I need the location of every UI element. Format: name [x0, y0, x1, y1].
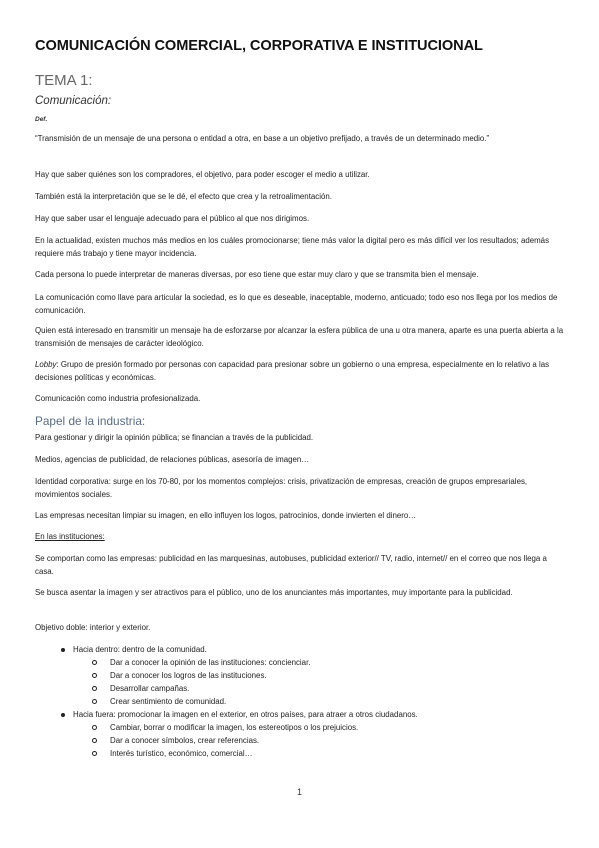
circle-bullet-icon: [92, 738, 97, 743]
paragraph: La comunicación como llave para articular la sociedad, es lo que es deseable, inaceptable, moderno, anticuado; todo eso nos llega por los medios de comunicación.: [35, 293, 558, 315]
paragraph: Objetivo doble: interior y exterior.: [35, 623, 151, 632]
list-subitem: Dar a conocer la opinión de las instituciones: concienciar.: [110, 658, 311, 667]
list-item: Hacia fuera: promocionar la imagen en el exterior, en otros países, para atraer a otros ciudadanos.: [73, 710, 418, 719]
paragraph: Para gestionar y dirigir la opinión pública; se financian a través de la publicidad.: [35, 433, 314, 442]
tema-heading: TEMA 1:: [35, 72, 93, 89]
circle-bullet-icon: [92, 660, 97, 665]
list-subitem: Dar a conocer símbolos, crear referencias.: [110, 736, 260, 745]
list-item: Hacia dentro: dentro de la comunidad.: [73, 645, 207, 654]
circle-bullet-icon: [92, 686, 97, 691]
lobby-text: : Grupo de presión formado por personas con capacidad para presionar sobre un gobierno o una empresa, especialmente en lo relativo a las decisiones políticas y económicas.: [35, 360, 550, 382]
paragraph: Medios, agencias de publicidad, de relaciones públicas, asesoría de imagen…: [35, 455, 310, 464]
circle-bullet-icon: [92, 725, 97, 730]
paragraph: Hay que saber usar el lenguaje adecuado para el público al que nos dirigimos.: [35, 214, 310, 223]
paragraph: Comunicación como industria profesionalizada.: [35, 394, 201, 403]
paragraph: “Transmisión de un mensaje de una persona o entidad a otra, en base a un objetivo prefijado, a través de un determinado medio.”: [35, 134, 490, 143]
paragraph: Identidad corporativa: surge en los 70-80, por los momentos complejos: crisis, privatización de empresas, creación de grupos empresariales, movimientos sociales.: [35, 477, 528, 499]
circle-bullet-icon: [92, 751, 97, 756]
paragraph: Se comportan como las empresas: publicidad en las marquesinas, autobuses, publicidad exterior// TV, radio, internet// en el correo que nos llega a casa.: [35, 554, 547, 576]
paragraph: Hay que saber quiénes son los compradores, el objetivo, para poder escoger el medio a utilizar.: [35, 170, 370, 179]
paragraph: En la actualidad, existen muchos más medios en los cuáles promocionarse; tiene más valor la digital pero es más difícil ver los resultados; además requiere más trabajo y tiene mayor incidencia.: [35, 236, 550, 258]
paragraph: Las empresas necesitan limpiar su imagen, en ello influyen los logos, patrocinios, donde invierten el dinero…: [35, 511, 417, 520]
industria-heading: Papel de la industria:: [35, 414, 146, 428]
paragraph: Se busca asentar la imagen y ser atractivos para el público, uno de los anunciantes más importantes, muy importante para la publicidad.: [35, 588, 513, 597]
bullet-icon: [61, 713, 65, 717]
list-subitem: Crear sentimiento de comunidad.: [110, 697, 227, 706]
list-subitem: Interés turístico, económico, comercial…: [110, 749, 253, 758]
paragraph: Quien está interesado en transmitir un mensaje ha de esforzarse por alcanzar la esfera pública de una u otra manera, aparte es una puerta abierta a la transmisión de mensajes de carácter ideológico.: [35, 326, 564, 348]
circle-bullet-icon: [92, 699, 97, 704]
lobby-term: Lobby: [35, 360, 57, 369]
page-number: 1: [296, 787, 302, 797]
list-subitem: Desarrollar campañas.: [110, 684, 190, 693]
comunicacion-subheading: Comunicación:: [35, 95, 112, 107]
def-label: Def.: [35, 116, 48, 123]
document-title: COMUNICACIÓN COMERCIAL, CORPORATIVA E INSTITUCIONAL: [35, 38, 483, 54]
instituciones-heading: En las instituciones:: [35, 532, 105, 541]
paragraph: Cada persona lo puede interpretar de maneras diversas, por eso tiene que estar muy claro y que se transmita bien el mensaje.: [35, 270, 479, 279]
circle-bullet-icon: [92, 673, 97, 678]
lobby-definition: [35, 358, 565, 384]
list-subitem: Dar a conocer los logros de las instituciones.: [110, 671, 267, 680]
paragraph: También está la interpretación que se le dé, el efecto que crea y la retroalimentación.: [35, 192, 332, 201]
bullet-icon: [61, 648, 65, 652]
list-subitem: Cambiar, borrar o modificar la imagen, los estereotipos o los prejuicios.: [110, 723, 359, 732]
